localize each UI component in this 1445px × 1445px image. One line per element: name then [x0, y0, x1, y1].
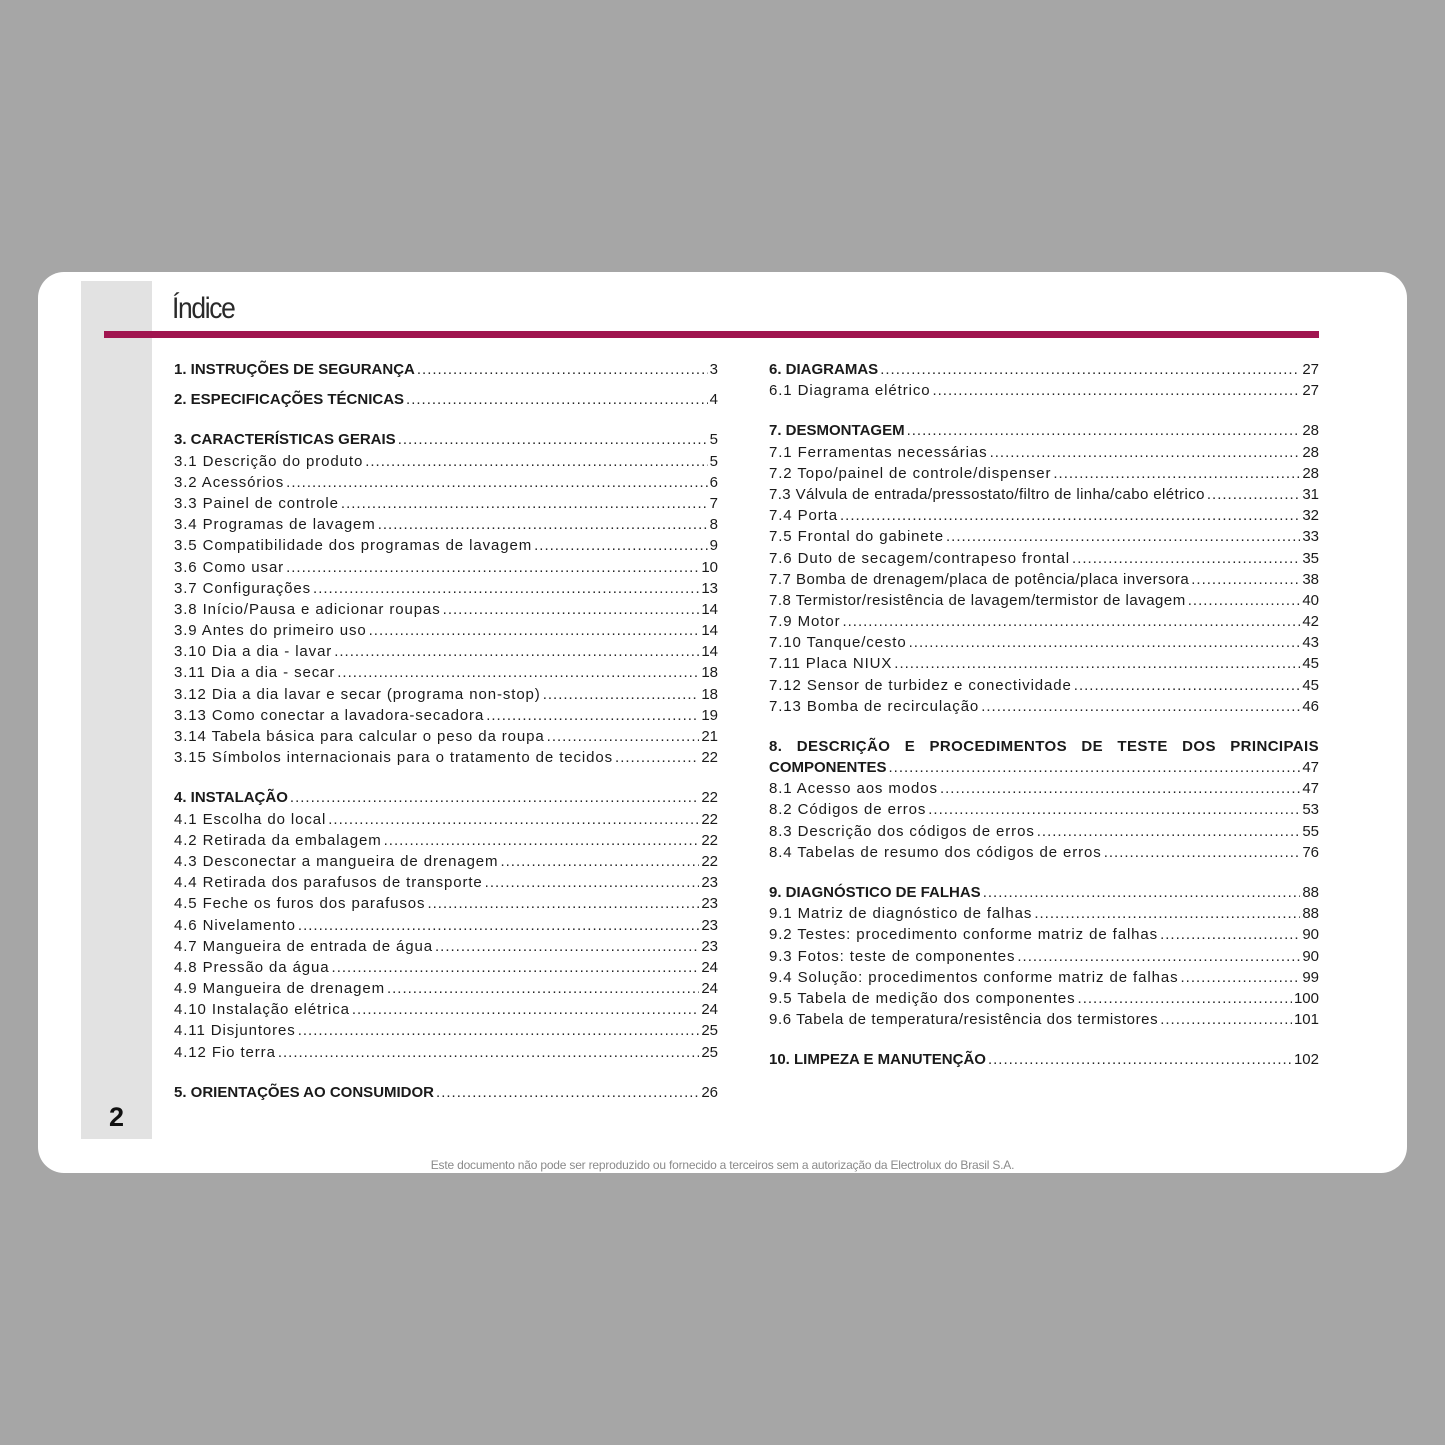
toc-entry[interactable]: 5. ORIENTAÇÕES AO CONSUMIDOR ..... 26: [174, 1082, 718, 1103]
toc-entry[interactable]: 9.6 Tabela de temperatura/resistência dos termistores ..... 101: [769, 1009, 1319, 1030]
toc-entry[interactable]: 3.9 Antes do primeiro uso ..... 14: [174, 620, 718, 641]
toc-entry[interactable]: 9. DIAGNÓSTICO DE FALHAS ..... 88: [769, 882, 1319, 903]
side-strip: [81, 281, 152, 1139]
toc-entry[interactable]: 7.6 Duto de secagem/contrapeso frontal ..... 35: [769, 548, 1319, 569]
toc-entry[interactable]: 9.4 Solução: procedimentos conforme matriz de falhas ..... 99: [769, 967, 1319, 988]
page-title: Índice: [172, 292, 235, 325]
toc-entry[interactable]: 9.5 Tabela de medição dos componentes ..... 100: [769, 988, 1319, 1009]
toc-entry[interactable]: 6. DIAGRAMAS ..... 27: [769, 359, 1319, 380]
page-number: 2: [108, 1102, 125, 1132]
toc-entry[interactable]: 3.12 Dia a dia lavar e secar (programa non-stop) ..... 18: [174, 684, 718, 705]
toc-entry[interactable]: 8.3 Descrição dos códigos de erros ..... 55: [769, 821, 1319, 842]
footer-disclaimer: Este documento não pode ser reproduzido ou fornecido a terceiros sem a autorização da Electrolux do Brasil S.A.: [430, 1158, 1015, 1172]
toc-entry[interactable]: 3.1 Descrição do produto ..... 5: [174, 451, 718, 472]
toc-entry[interactable]: 4.1 Escolha do local ..... 22: [174, 809, 718, 830]
toc-entry[interactable]: 7. DESMONTAGEM ..... 28: [769, 420, 1319, 441]
title-rule: [104, 331, 1319, 338]
toc-entry[interactable]: 9.2 Testes: procedimento conforme matriz de falhas ..... 90: [769, 924, 1319, 945]
toc-entry[interactable]: 3.13 Como conectar a lavadora-secadora ..... 19: [174, 705, 718, 726]
toc-entry[interactable]: 7.1 Ferramentas necessárias ..... 28: [769, 442, 1319, 463]
toc-entry[interactable]: 7.10 Tanque/cesto ..... 43: [769, 632, 1319, 653]
toc-entry[interactable]: 7.9 Motor ..... 42: [769, 611, 1319, 632]
toc-entry[interactable]: 2. ESPECIFICAÇÕES TÉCNICAS ..... 4: [174, 389, 718, 410]
toc-entry[interactable]: 10. LIMPEZA E MANUTENÇÃO ..... 102: [769, 1049, 1319, 1070]
toc-entry[interactable]: 4.8 Pressão da água ..... 24: [174, 957, 718, 978]
toc-entry[interactable]: 4.10 Instalação elétrica ..... 24: [174, 999, 718, 1020]
toc-entry[interactable]: 7.7 Bomba de drenagem/placa de potência/placa inversora ..... 38: [769, 569, 1319, 590]
toc-entry[interactable]: 7.12 Sensor de turbidez e conectividade ..... 45: [769, 675, 1319, 696]
toc-entry[interactable]: 1. INSTRUÇÕES DE SEGURANÇA ..... 3: [174, 359, 718, 380]
toc-entry[interactable]: 4.3 Desconectar a mangueira de drenagem ..... 22: [174, 851, 718, 872]
toc-entry[interactable]: 4.4 Retirada dos parafusos de transporte ..... 23: [174, 872, 718, 893]
toc-entry[interactable]: 7.13 Bomba de recirculação ..... 46: [769, 696, 1319, 717]
toc-left-column: [174, 359, 718, 1103]
toc-entry[interactable]: 7.4 Porta ..... 32: [769, 505, 1319, 526]
toc-entry[interactable]: 4.5 Feche os furos dos parafusos ..... 23: [174, 893, 718, 914]
toc-entry[interactable]: 3.10 Dia a dia - lavar ..... 14: [174, 641, 718, 662]
toc-entry[interactable]: 7.2 Topo/painel de controle/dispenser ..... 28: [769, 463, 1319, 484]
toc-entry[interactable]: 6.1 Diagrama elétrico ..... 27: [769, 380, 1319, 401]
toc-entry[interactable]: 7.8 Termistor/resistência de lavagem/termistor de lavagem ..... 40: [769, 590, 1319, 611]
toc-entry[interactable]: 3.15 Símbolos internacionais para o tratamento de tecidos ..... 22: [174, 747, 718, 768]
toc-entry[interactable]: 3.7 Configurações ..... 13: [174, 578, 718, 599]
document-page: [38, 272, 1407, 1173]
toc-entry[interactable]: 4.11 Disjuntores ..... 25: [174, 1020, 718, 1041]
toc-entry[interactable]: 4.6 Nivelamento ..... 23: [174, 915, 718, 936]
toc-entry[interactable]: 4.2 Retirada da embalagem ..... 22: [174, 830, 718, 851]
toc-entry[interactable]: 3.8 Início/Pausa e adicionar roupas ..... 14: [174, 599, 718, 620]
toc-entry[interactable]: 4.7 Mangueira de entrada de água ..... 23: [174, 936, 718, 957]
toc-entry[interactable]: COMPONENTES ..... 47: [769, 757, 1319, 778]
toc-entry[interactable]: 4.9 Mangueira de drenagem ..... 24: [174, 978, 718, 999]
toc-entry[interactable]: 8.2 Códigos de erros ..... 53: [769, 799, 1319, 820]
toc-entry[interactable]: 3.11 Dia a dia - secar ..... 18: [174, 662, 718, 683]
toc-entry[interactable]: 8.1 Acesso aos modos ..... 47: [769, 778, 1319, 799]
toc-entry[interactable]: 9.3 Fotos: teste de componentes ..... 90: [769, 946, 1319, 967]
toc-entry[interactable]: 3.6 Como usar ..... 10: [174, 557, 718, 578]
toc-entry[interactable]: 4. INSTALAÇÃO ..... 22: [174, 787, 718, 808]
toc-entry[interactable]: 4.12 Fio terra ..... 25: [174, 1042, 718, 1063]
toc-entry[interactable]: 8.4 Tabelas de resumo dos códigos de erros ..... 76: [769, 842, 1319, 863]
toc-entry[interactable]: 3.2 Acessórios ..... 6: [174, 472, 718, 493]
toc-entry[interactable]: 7.5 Frontal do gabinete ..... 33: [769, 526, 1319, 547]
toc-entry[interactable]: 3.3 Painel de controle ..... 7: [174, 493, 718, 514]
toc-entry[interactable]: 7.3 Válvula de entrada/pressostato/filtro de linha/cabo elétrico ..... 31: [769, 484, 1319, 505]
toc-entry[interactable]: 9.1 Matriz de diagnóstico de falhas ..... 88: [769, 903, 1319, 924]
toc-entry[interactable]: 3.14 Tabela básica para calcular o peso da roupa ..... 21: [174, 726, 718, 747]
toc-entry[interactable]: 3.4 Programas de lavagem ..... 8: [174, 514, 718, 535]
toc-entry[interactable]: 3. CARACTERÍSTICAS GERAIS ..... 5: [174, 429, 718, 450]
toc-entry-heading-line[interactable]: 8. DESCRIÇÃO E PROCEDIMENTOS DE TESTE DOS PRINCIPAIS: [769, 738, 1319, 755]
toc-right-column: [769, 359, 1319, 1070]
toc-entry[interactable]: 3.5 Compatibilidade dos programas de lavagem ..... 9: [174, 535, 718, 556]
toc-entry[interactable]: 7.11 Placa NIUX ..... 45: [769, 653, 1319, 674]
